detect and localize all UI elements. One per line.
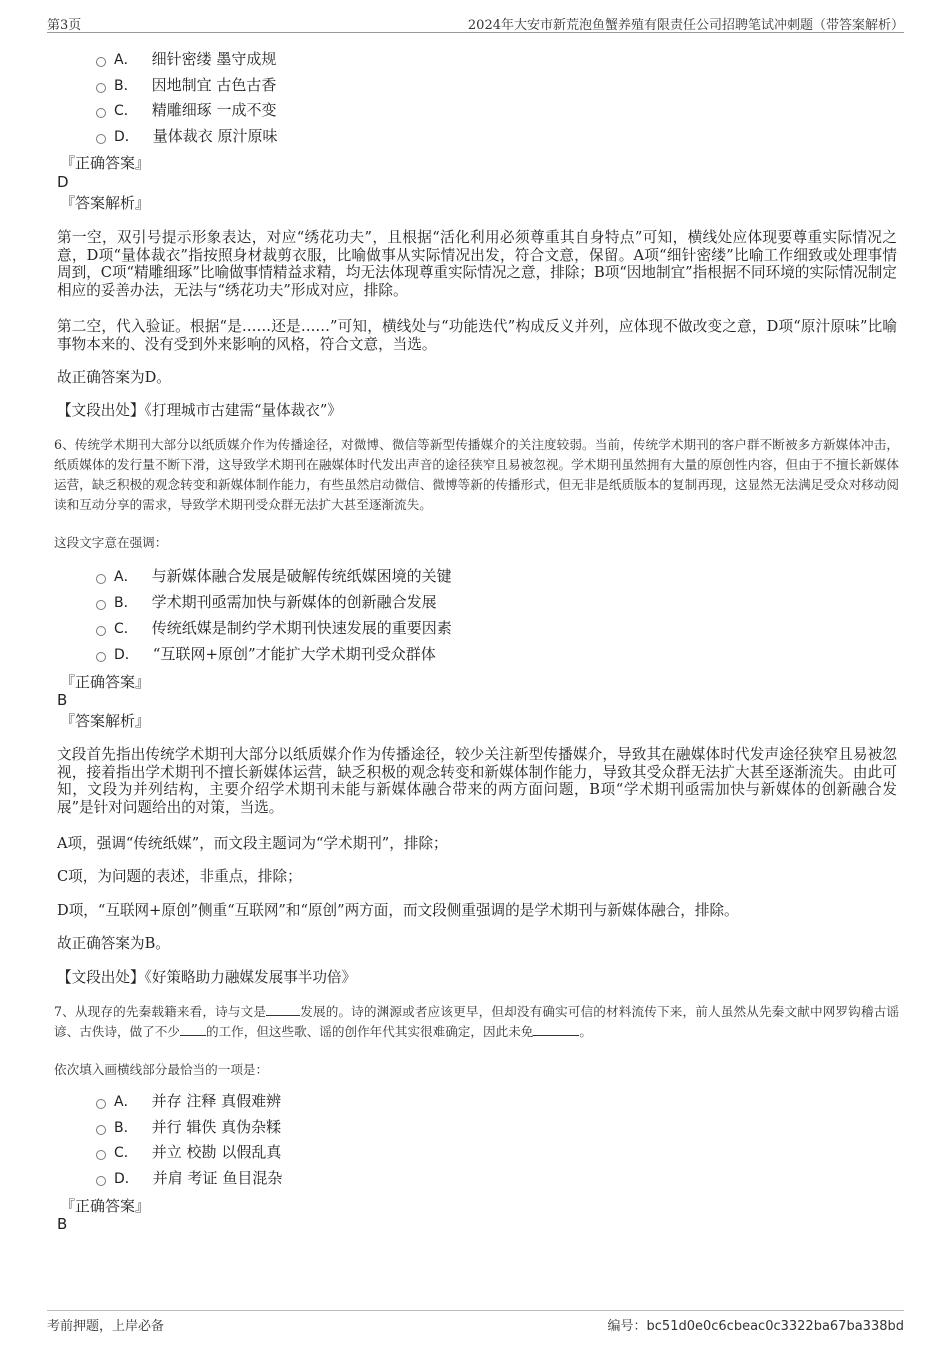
q5-analysis-p3: 故正确答案为D。 [57, 369, 171, 386]
q6-option-d[interactable]: D． “互联网+原创”才能扩大学术期刊受众群体 [96, 643, 436, 665]
q6-analysis-p3: C项，为问题的表述，非重点，排除； [57, 868, 302, 885]
q6-analysis-label: 『答案解析』 [60, 712, 151, 730]
q6-analysis-p5: 故正确答案为B。 [57, 935, 170, 952]
page-footer [47, 1310, 904, 1335]
q7-option-c[interactable]: C． 并立 校勘 以假乱真 [96, 1141, 281, 1163]
radio-icon[interactable] [96, 600, 106, 610]
radio-icon[interactable] [96, 1150, 106, 1160]
footer-slogan: 考前押题，上岸必备 [47, 1319, 165, 1334]
q6-option-a[interactable]: A． 与新媒体融合发展是破解传统纸媒困境的关键 [96, 565, 452, 587]
q7-option-d[interactable]: D． 并肩 考证 鱼目混杂 [96, 1167, 282, 1189]
q5-analysis-p2: 第二空，代入验证。根据“是……还是……”可知，横线处与“功能迭代”构成反义并列，应体现不做改变之意，D项“原汁原味”比喻事物本来的、没有受到外来影响的风格，符合文意，当选。 [57, 318, 897, 353]
q6-analysis-p4: D项，“互联网+原创”侧重“互联网”和“原创”两方面，而文段侧重强调的是学术期刊与新媒体融合，排除。 [57, 902, 739, 919]
q6-answer: B [57, 691, 68, 709]
q6-answer-label: 『正确答案』 [60, 673, 151, 691]
q7-stem: 7、从现存的先秦载籍来看，诗与文是 发展的。诗的渊源或者应该更早，但却没有确实可信的材料流传下来，前人虽然从先秦文献中网罗钩稽古谣谚、古佚诗，做了不少 的工作，但这些歌、谣的创作年代其实很难确定，因此未免 。 [54, 1004, 900, 1039]
q5-option-d[interactable]: D． 量体裁衣 原汁原味 [96, 125, 278, 147]
radio-icon[interactable] [96, 626, 106, 636]
q5-option-a[interactable]: A． 细针密缕 墨守成规 [96, 48, 276, 70]
q6-option-b[interactable]: B． 学术期刊亟需加快与新媒体的创新融合发展 [96, 591, 437, 613]
radio-icon[interactable] [96, 1099, 106, 1109]
radio-icon[interactable] [96, 1176, 106, 1186]
q5-analysis-p1: 第一空，双引号提示形象表达，对应“绣花功夫”，且根据“活化利用必须尊重其自身特点”可知，横线处应体现要尊重实际情况之意，D项“量体裁衣”指按照身材裁剪衣服，比喻做事从实际情况出发，符合文意，保留。A项“细针密缕”比喻工作细致或处理事情周到，C项“精雕细琢”比喻做事情精益求精，均无法体现尊重实际情况之意，排除；B项“因地制宜”指根据不同环境的实际情况制定相应的妥善办法，无法与“绣花功夫”形成对应，排除。 [57, 229, 897, 299]
radio-icon[interactable] [96, 57, 106, 67]
radio-icon[interactable] [96, 652, 106, 662]
radio-icon[interactable] [96, 574, 106, 584]
radio-icon[interactable] [96, 1125, 106, 1135]
fill-blank [266, 1003, 300, 1016]
q5-answer: D [57, 173, 69, 191]
q6-option-c[interactable]: C． 传统纸媒是制约学术期刊快速发展的重要因素 [96, 617, 452, 639]
page-number: 第3页 [47, 18, 82, 33]
q5-answer-label: 『正确答案』 [60, 154, 151, 172]
q7-answer-label: 『正确答案』 [60, 1197, 151, 1215]
q6-analysis-p1: 文段首先指出传统学术期刊大部分以纸质媒介作为传播途径，较少关注新型传播媒介，导致其在融媒体时代发声途径狭窄且易被忽视，接着指出学术期刊不擅长新媒体运营，缺乏积极的观念转变和新媒体制作能力，导致其受众群无法扩大甚至逐渐流失。由此可知，文段为并列结构，主要介绍学术期刊未能与新媒体融合带来的两方面问题，B项“学术期刊亟需加快与新媒体的创新融合发展”是针对问题给出的对策，当选。 [57, 746, 897, 816]
q7-prompt: 依次填入画横线部分最恰当的一项是： [54, 1062, 269, 1077]
q5-option-c[interactable]: C． 精雕细琢 一成不变 [96, 99, 277, 121]
radio-icon[interactable] [96, 83, 106, 93]
document-code: 编号：bc51d0e0c6cbeac0c3322ba67ba338bd [607, 1319, 904, 1334]
document-title: 2024年大安市新荒泡鱼蟹养殖有限责任公司招聘笔试冲刺题（带答案解析） [467, 18, 904, 33]
q7-answer: B [57, 1215, 68, 1233]
q6-stem: 6、传统学术期刊大部分以纸质媒介作为传播途径，对微博、微信等新型传播媒介的关注度较弱。当前，传统学术期刊的客户群不断被多方新媒体冲击，纸质媒体的发行量不断下滑，这导致学术期刊在融媒体时代发出声音的途径狭窄且易被忽视。学术期刊虽然拥有大量的原创性内容，但由于不擅长新媒体运营，缺乏积极的观念转变和新媒体制作能力，有些虽然启动微信、微博等新的传播形式，但无非是纸质版本的复制再现，这显然无法满足受众对移动阅读和互动分享的需求，导致学术期刊受众群无法扩大甚至逐渐流失。 [54, 437, 899, 512]
q7-option-b[interactable]: B． 并行 辑佚 真伪杂糅 [96, 1116, 281, 1138]
radio-icon[interactable] [96, 108, 106, 118]
q6-source: 【文段出处】《好策略助力融媒发展事半功倍》 [57, 969, 357, 986]
q5-source: 【文段出处】《打理城市古建需“量体裁衣”》 [57, 402, 342, 419]
q6-prompt: 这段文字意在强调： [54, 535, 168, 550]
radio-icon[interactable] [96, 134, 106, 144]
q5-option-b[interactable]: B． 因地制宜 古色古香 [96, 74, 276, 96]
q7-option-a[interactable]: A． 并存 注释 真假难辨 [96, 1090, 281, 1112]
q6-analysis-p2: A项，强调“传统纸媒”，而文段主题词为“学术期刊”，排除； [57, 835, 448, 852]
fill-blank [180, 1023, 206, 1036]
q5-analysis-label: 『答案解析』 [60, 194, 151, 212]
fill-blank [533, 1023, 579, 1036]
